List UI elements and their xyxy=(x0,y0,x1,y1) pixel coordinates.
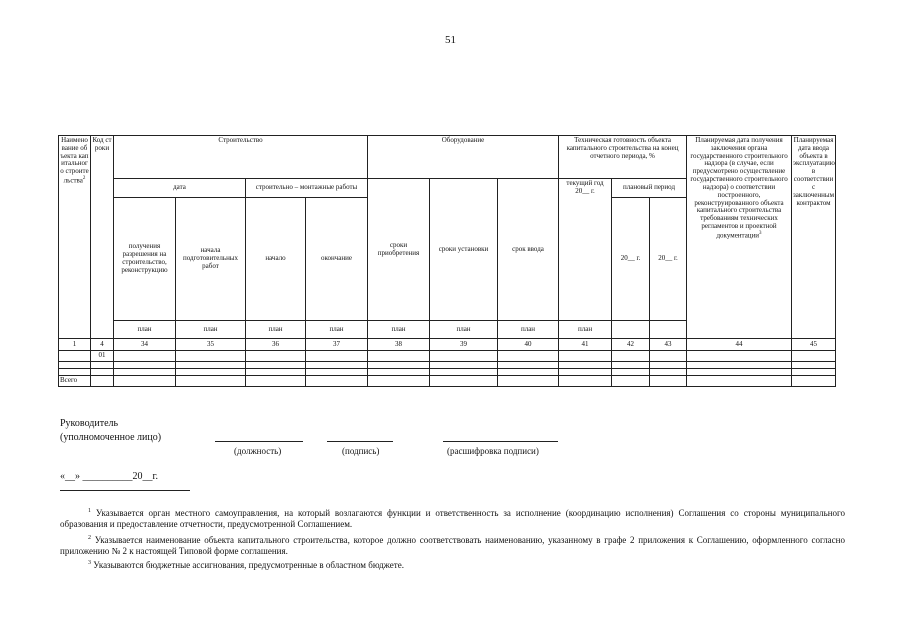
plan-label-empty xyxy=(650,321,687,339)
plan-label: план xyxy=(246,321,306,339)
plan-label: план xyxy=(559,321,612,339)
signature-authorized: (уполномоченное лицо) xyxy=(60,432,162,443)
footnote-1: $^1$ Указывается орган местного самоуправления, на который возлагаются функции и ответственность за исполнение (координацию исполнения) Соглашения со стороны муниципального образования и предоставление отчетности, предусмотренной Соглашением. xyxy=(60,508,846,530)
footnote-divider xyxy=(60,490,190,491)
sign-line xyxy=(327,441,393,442)
header-year-1: 20__ г. xyxy=(612,198,650,321)
column-number: 39 xyxy=(430,339,498,351)
header-conclusion-date: Планируемая дата получения заключения органа государственного строительного надзора (в случае, если предусмотрено осуществление государственного строительного надзора) о соответствии построенного, реконструированного объекта капитального строительства требованиям технических регламентов и проектной документации$^3$ xyxy=(687,136,792,339)
row-code-cell: 01 xyxy=(91,351,114,362)
plan-label: план xyxy=(498,321,559,339)
header-object-name: Наименование объекта капитального строительства$^2$ xyxy=(59,136,91,339)
header-technical-readiness: Техническая готовность объекта капитального строительства на конец отчетного периода, % xyxy=(559,136,687,179)
signature-head: Руководитель xyxy=(60,418,119,429)
report-table xyxy=(58,135,836,387)
decode-line xyxy=(443,441,558,442)
sign-label: (подпись) xyxy=(342,446,380,456)
header-prep-start: начала подготовительных работ xyxy=(176,198,246,321)
header-purchase-terms: сроки приобретения xyxy=(368,179,430,321)
column-number: 1 xyxy=(59,339,91,351)
decode-label: (расшифровка подписи) xyxy=(447,446,539,456)
header-year-2: 20__ г. xyxy=(650,198,687,321)
header-commission-date: Планируемая дата ввода объекта в эксплуатацию в соответствии с заключенным контрактом xyxy=(792,136,836,339)
plan-label: план xyxy=(430,321,498,339)
page-number: 51 xyxy=(445,34,456,46)
table-row xyxy=(59,362,836,369)
column-number: 37 xyxy=(306,339,368,351)
total-row xyxy=(59,376,836,387)
header-install-terms: сроки установки xyxy=(430,179,498,321)
footnote-3: $^3$ Указываются бюджетные ассигнования, предусмотренные в областном бюджете. xyxy=(88,560,404,570)
column-number: 45 xyxy=(792,339,836,351)
column-number: 35 xyxy=(176,339,246,351)
plan-label: план xyxy=(368,321,430,339)
header-construction: Строительство xyxy=(114,136,368,179)
footnote-2: $^2$ Указывается наименование объекта капитального строительства, которое должно соответствовать наименованию, указанному в графе 2 приложения к Соглашению, оформленного согласно приложению № 2 к настоящей Типовой форме соглашения. xyxy=(60,535,845,557)
column-number: 42 xyxy=(612,339,650,351)
header-current-year: текущий год 20__ г. xyxy=(559,179,612,321)
column-number: 43 xyxy=(650,339,687,351)
column-number: 4 xyxy=(91,339,114,351)
header-permit-date: получения разрешения на строительство, реконструкцию xyxy=(114,198,176,321)
header-begin: начало xyxy=(246,198,306,321)
table-row xyxy=(59,351,836,362)
column-number: 40 xyxy=(498,339,559,351)
table-row xyxy=(59,369,836,376)
plan-label: план xyxy=(176,321,246,339)
header-commission-term: срок ввода xyxy=(498,179,559,321)
plan-label-empty xyxy=(612,321,650,339)
header-equipment: Оборудование xyxy=(368,136,559,179)
plan-label: план xyxy=(114,321,176,339)
column-number: 41 xyxy=(559,339,612,351)
header-install-works: строительно – монтажные работы xyxy=(246,179,368,198)
plan-label: план xyxy=(306,321,368,339)
header-end: окончание xyxy=(306,198,368,321)
position-label: (должность) xyxy=(234,446,282,456)
header-planned-period: плановый период xyxy=(612,179,687,198)
total-label: Всего xyxy=(59,376,91,387)
column-number: 36 xyxy=(246,339,306,351)
column-number: 34 xyxy=(114,339,176,351)
header-date: дата xyxy=(114,179,246,198)
column-number: 44 xyxy=(687,339,792,351)
header-row-code: Код строки xyxy=(91,136,114,339)
date-line: «__» __________20__г. xyxy=(60,471,158,482)
column-number: 38 xyxy=(368,339,430,351)
position-line xyxy=(215,441,303,442)
